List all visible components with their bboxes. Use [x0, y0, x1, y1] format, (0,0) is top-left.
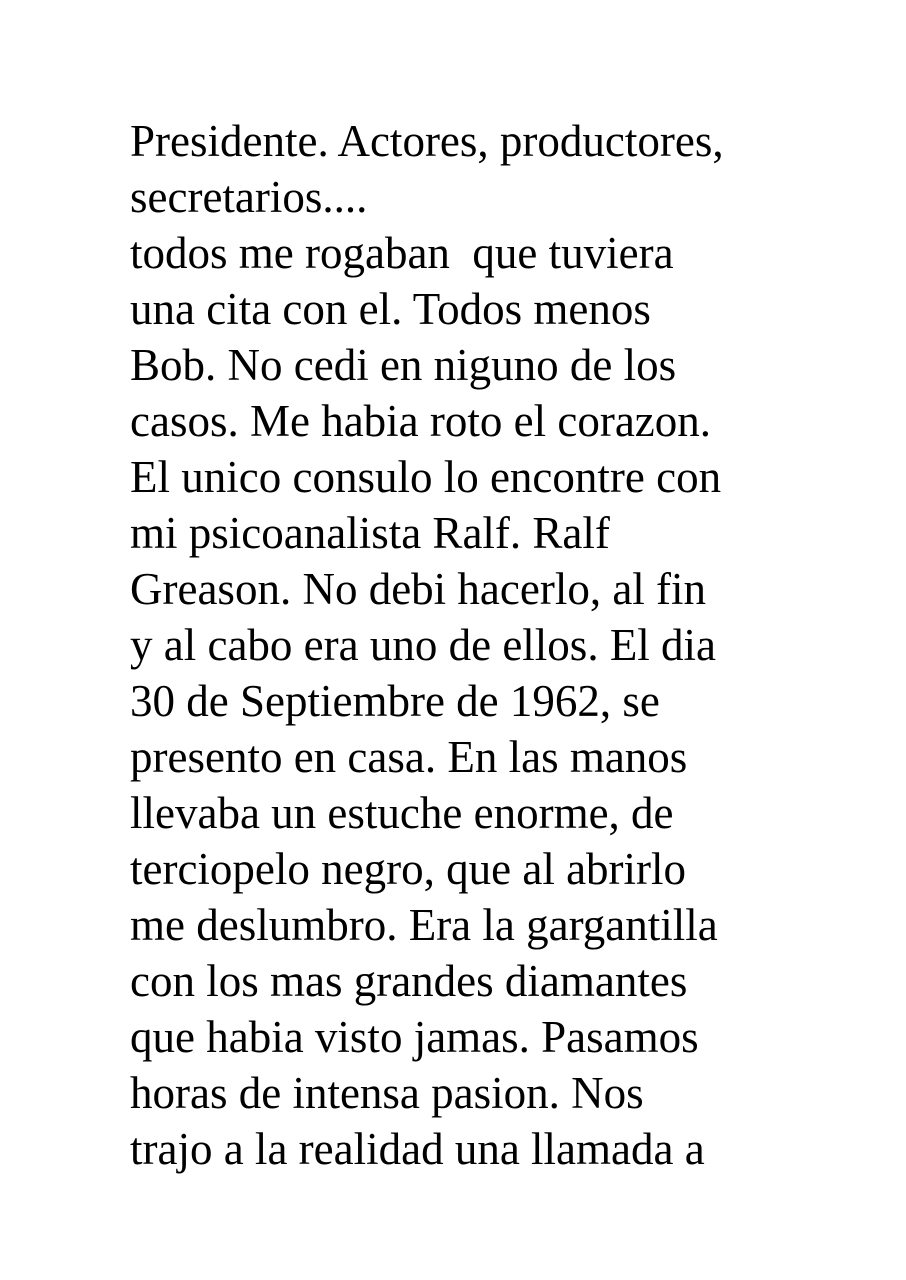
text-line: presento en casa. En las manos [130, 732, 688, 782]
text-line: casos. Me habia roto el corazon. [130, 396, 712, 446]
text-line: Greason. No debi hacerlo, al fin [130, 564, 707, 614]
text-line: trajo a la realidad una llamada a [130, 1124, 705, 1174]
text-line: con los mas grandes diamantes [130, 956, 688, 1006]
text-line: que habia visto jamas. Pasamos [130, 1012, 699, 1062]
text-line: todos me rogaban que tuviera [130, 228, 674, 278]
body-text [130, 113, 830, 1177]
text-line: y al cabo era uno de ellos. El dia [130, 620, 717, 670]
text-line: Presidente. Actores, productores, [130, 116, 724, 166]
text-line: secretarios.... [130, 172, 368, 222]
text-line: terciopelo negro, que al abrirlo [130, 844, 687, 894]
text-line: me deslumbro. Era la gargantilla [130, 900, 718, 950]
text-line: El unico consulo lo encontre con [130, 452, 722, 502]
text-line: una cita con el. Todos menos [130, 284, 651, 334]
text-line: horas de intensa pasion. Nos [130, 1068, 644, 1118]
text-line: 30 de Septiembre de 1962, se [130, 676, 660, 726]
text-line: Bob. No cedi en niguno de los [130, 340, 677, 390]
text-line: mi psicoanalista Ralf. Ralf [130, 508, 610, 558]
text-line: llevaba un estuche enorme, de [130, 788, 674, 838]
